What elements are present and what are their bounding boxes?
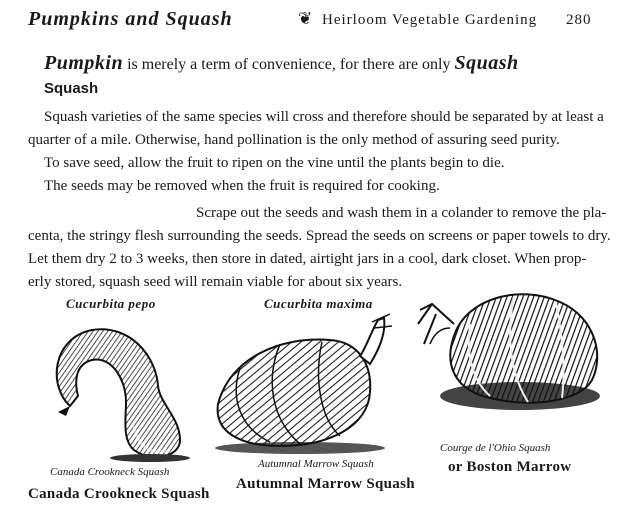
subheading: Squash [44,80,99,97]
marrow-caption: Autumnal Marrow Squash [236,476,415,492]
intro-word-squash: Squash [454,52,519,74]
crookneck-script-caption: Canada Crookneck Squash [50,466,170,478]
crookneck-caption: Canada Crookneck Squash [28,486,210,502]
paragraph-line: Let them dry 2 to 3 weeks, then store in dated, airtight jars in a cool, dark closet. When prop- [28,251,587,267]
page-number: 280 [566,12,592,28]
book-title: Heirloom Vegetable Gardening [322,12,538,28]
paragraph-line: The seeds may be removed when the fruit is required for cooking. [44,178,440,194]
section-title: Pumpkins and Squash [28,8,233,30]
marrow-script-caption: Autumnal Marrow Squash [258,458,374,470]
leaf-ornament-icon: ❦ [298,9,313,28]
intro-middle-text: is merely a term of convenience, for there are only [123,56,455,73]
intro-word-pumpkin: Pumpkin [44,52,124,74]
species-label-maxima: Cucurbita maxima [264,296,373,311]
boston-caption: or Boston Marrow [448,459,572,475]
paragraph-line: erly stored, squash seed will remain viable for about six years. [28,274,403,290]
paragraph-line: Scrape out the seeds and wash them in a colander to remove the pla- [196,205,607,221]
crookneck-squash-illustration [30,316,200,464]
intro-line [44,52,519,75]
boston-script-caption: Courge de l'Ohio Squash [440,442,551,454]
autumnal-marrow-squash-illustration [210,308,400,458]
species-label-pepo: Cucurbita pepo [66,296,156,311]
paragraph-line: centa, the stringy flesh surrounding the seeds. Spread the seeds on screens or paper towels to dry. [28,228,611,244]
paragraph-line: To save seed, allow the fruit to ripen on the vine until the plants begin to die. [44,155,505,171]
paragraph-line: Squash varieties of the same species will cross and therefore should be separated by at least a [44,109,604,125]
boston-marrow-squash-illustration [410,284,610,434]
paragraph-line: quarter of a mile. Otherwise, hand pollination is the only method of assuring seed purity. [28,132,560,148]
